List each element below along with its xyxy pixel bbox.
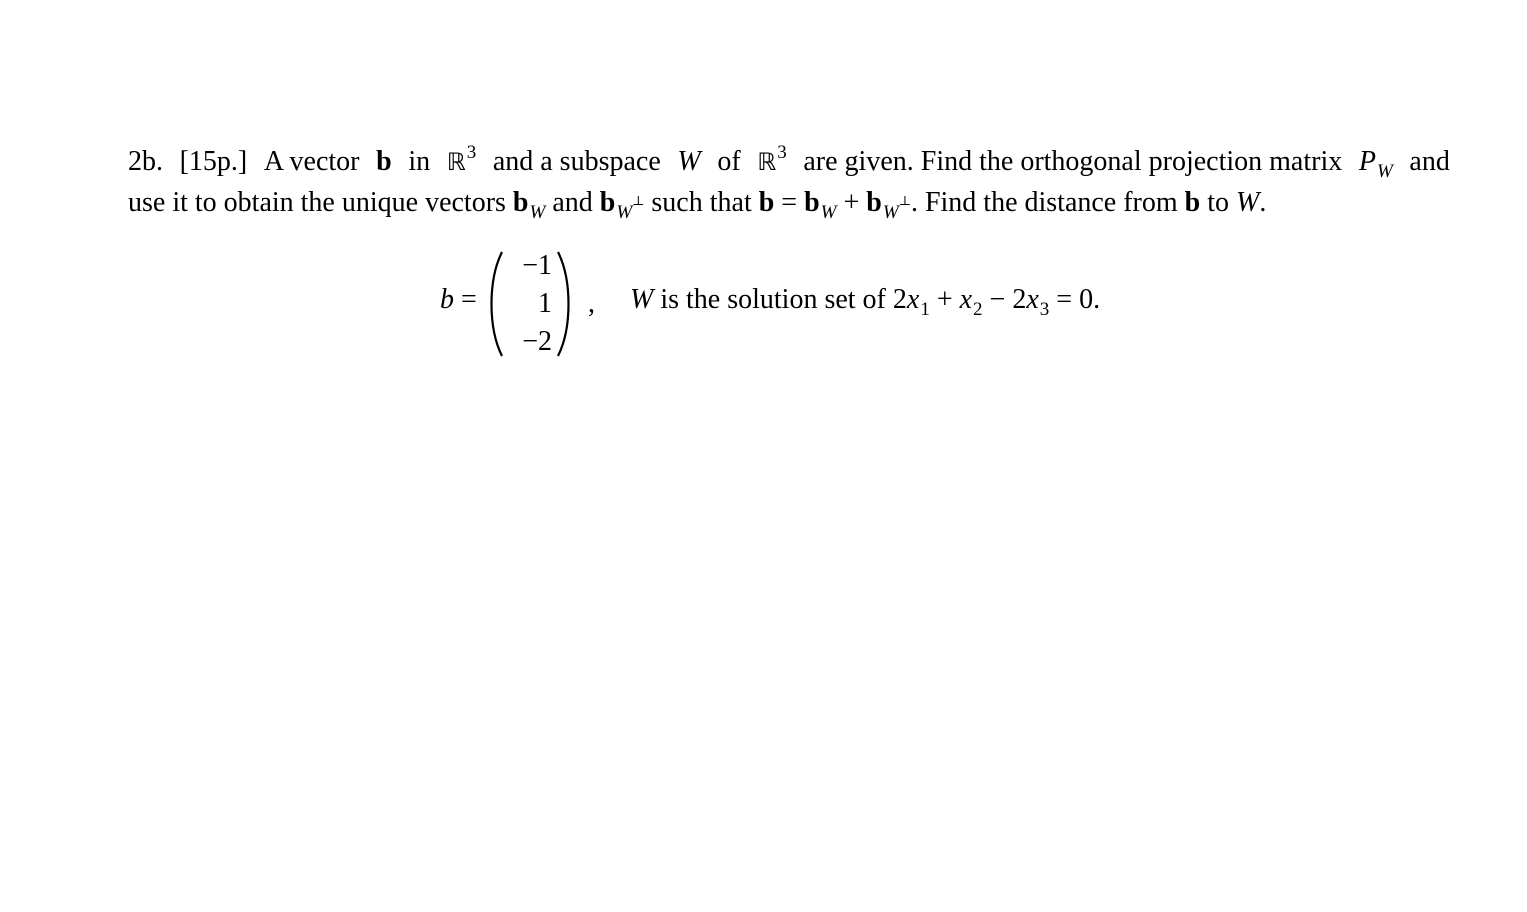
eq-bw-perp: [866, 187, 911, 223]
coef-3: 2: [1012, 284, 1027, 315]
rhs-text: is the solution set of: [660, 284, 886, 315]
vector-bw-perp: [599, 187, 645, 223]
phrase-and: and: [1409, 146, 1450, 177]
equation-comma: ,: [588, 288, 595, 319]
equation-lhs: [440, 284, 477, 316]
distance-w: W: [1236, 187, 1260, 218]
phrase-and-a-subspace: and a subspace: [492, 146, 661, 177]
eq-bwp-subscript: W: [882, 202, 899, 223]
index-3: 3: [1039, 299, 1050, 320]
bw-b: b: [512, 187, 529, 218]
rhs-plus: +: [936, 284, 953, 315]
eq-bwp-b: b: [866, 187, 882, 218]
equals-sign: =: [781, 187, 798, 218]
points-label: [15p.]: [179, 146, 248, 177]
term-1: [892, 284, 930, 320]
index-2: 2: [973, 299, 983, 320]
vector-entry: 1: [538, 288, 552, 319]
phrase-such-that: such that: [651, 187, 752, 218]
coef-1: 2: [892, 284, 907, 315]
eq-bw: [804, 187, 837, 223]
eq-bw-b: b: [804, 187, 820, 218]
index-1: 1: [920, 299, 930, 320]
matrix-p: P: [1358, 146, 1376, 177]
subspace-w: W: [677, 146, 701, 177]
problem-statement: [128, 143, 1458, 226]
real-space: [447, 143, 477, 184]
phrase-a-vector: A vector: [263, 146, 360, 177]
subspace-definition: [630, 284, 1101, 320]
exponent: 3: [466, 142, 477, 163]
term-3: [1012, 284, 1050, 320]
var-x2: x: [959, 284, 973, 315]
eq-bw-subscript: W: [820, 202, 837, 223]
phrase-to: to: [1207, 187, 1230, 218]
eq-b: b: [758, 187, 775, 218]
plus-sign: +: [843, 187, 860, 218]
problem-line-1: [128, 143, 1450, 184]
vector-bw: [512, 187, 546, 223]
rhs-minus: −: [989, 284, 1006, 315]
var-x3: x: [1026, 284, 1039, 315]
rhs-equals: =: [1056, 284, 1073, 315]
exponent-2: 3: [777, 142, 787, 163]
distance-b: b: [1184, 187, 1201, 218]
rhs-w: W: [630, 284, 654, 315]
matrix-p-subscript: W: [1376, 161, 1393, 182]
term-2: [959, 284, 983, 320]
bw-subscript: W: [529, 202, 546, 223]
bwp-b: b: [599, 187, 616, 218]
right-parenthesis: [554, 250, 576, 358]
var-x1: x: [906, 284, 920, 315]
real-space-2: [757, 143, 787, 184]
column-vector: [506, 250, 552, 364]
real-symbol: ℝ: [446, 148, 466, 176]
vector-entry: −1: [522, 250, 552, 281]
vector-entry: −2: [522, 326, 552, 357]
vector-b: b: [376, 146, 392, 177]
real-symbol-2: ℝ: [757, 148, 777, 176]
lhs-equals: =: [461, 284, 477, 315]
lhs-variable: b: [440, 284, 454, 315]
problem-line-2: [128, 184, 1458, 226]
left-parenthesis: [484, 250, 506, 358]
eq-perp-symbol: ⊥: [898, 193, 911, 208]
bwp-subscript: W: [616, 202, 633, 223]
phrase-find-projection: are given. Find the orthogonal projection matrix: [803, 146, 1343, 177]
phrase-and-2: and: [552, 187, 593, 218]
phrase-find-distance: . Find the distance from: [910, 187, 1178, 218]
rhs-zero: 0.: [1079, 284, 1101, 315]
phrase-of: of: [717, 146, 741, 177]
phrase-use-it: use it to obtain the unique vectors: [128, 187, 506, 218]
projection-matrix: [1359, 143, 1393, 184]
problem-number: 2b.: [128, 146, 163, 177]
perp-symbol: ⊥: [632, 193, 645, 208]
phrase-in: in: [408, 146, 431, 177]
final-period: .: [1259, 187, 1267, 218]
